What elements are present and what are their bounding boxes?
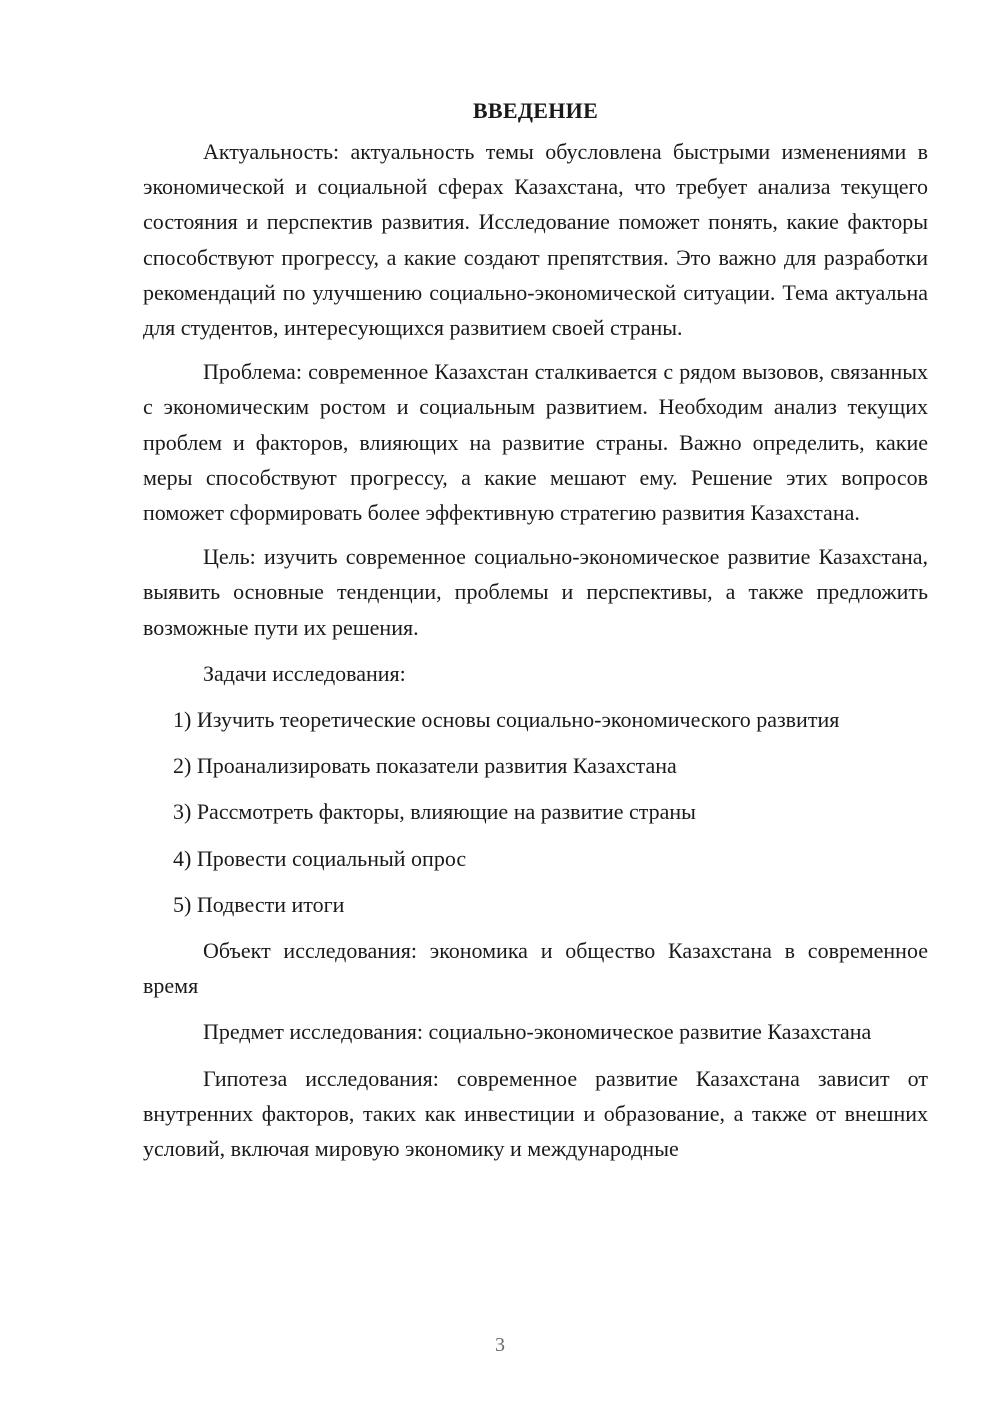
hypothesis-paragraph: Гипотеза исследования: современное развитие Казахстана зависит от внутренних факторов, таких как инвестиции и образование, а также от внешних условий, включая мировую экономику и международные bbox=[143, 1065, 928, 1162]
subject-paragraph: Предмет исследования: социально-экономическое развитие Казахстана bbox=[203, 1019, 872, 1045]
goal-paragraph: Цель: изучить современное социально-экономическое развитие Казахстана, выявить основные тенденции, проблемы и перспективы, а также предложить возможные пути их решения. bbox=[143, 544, 928, 640]
tasks-heading: Задачи исследования: bbox=[203, 660, 406, 686]
task-item: 3) Рассмотреть факторы, влияющие на развитие страны bbox=[173, 799, 696, 825]
page-content bbox=[143, 96, 928, 1166]
task-item: 5) Подвести итоги bbox=[173, 891, 345, 917]
task-item: 2) Проанализировать показатели развития Казахстана bbox=[173, 753, 677, 779]
task-item: 4) Провести социальный опрос bbox=[173, 845, 467, 871]
problem-paragraph: Проблема: современное Казахстан сталкивается с рядом вызовов, связанных с экономическим ростом и социальным развитием. Необходим анализ текущих проблем и факторов, влияющих на развитие страны. Важно определить, какие меры способствуют прогрессу, а какие мешают ему. Решение этих вопросов поможет сформировать более эффективную стратегию развития Казахстана. bbox=[143, 359, 928, 526]
page-title: ВВЕДЕНИЕ bbox=[472, 98, 599, 123]
task-item: 1) Изучить теоретические основы социально-экономического развития bbox=[173, 707, 840, 733]
relevance-paragraph: Актуальность: актуальность темы обусловлена быстрыми изменениями в экономической и социальной сферах Казахстана, что требует анализа текущего состояния и перспектив развития. Исследование поможет понять, какие факторы способствуют прогрессу, а какие создают препятствия. Это важно для разработки рекомендаций по улучшению социально-экономической ситуации. Тема актуальна для студентов, интересующихся развитием своей страны. bbox=[143, 139, 928, 341]
object-paragraph: Объект исследования: экономика и общество Казахстана в современное время bbox=[143, 938, 928, 999]
page-number: 3 bbox=[495, 1334, 505, 1356]
